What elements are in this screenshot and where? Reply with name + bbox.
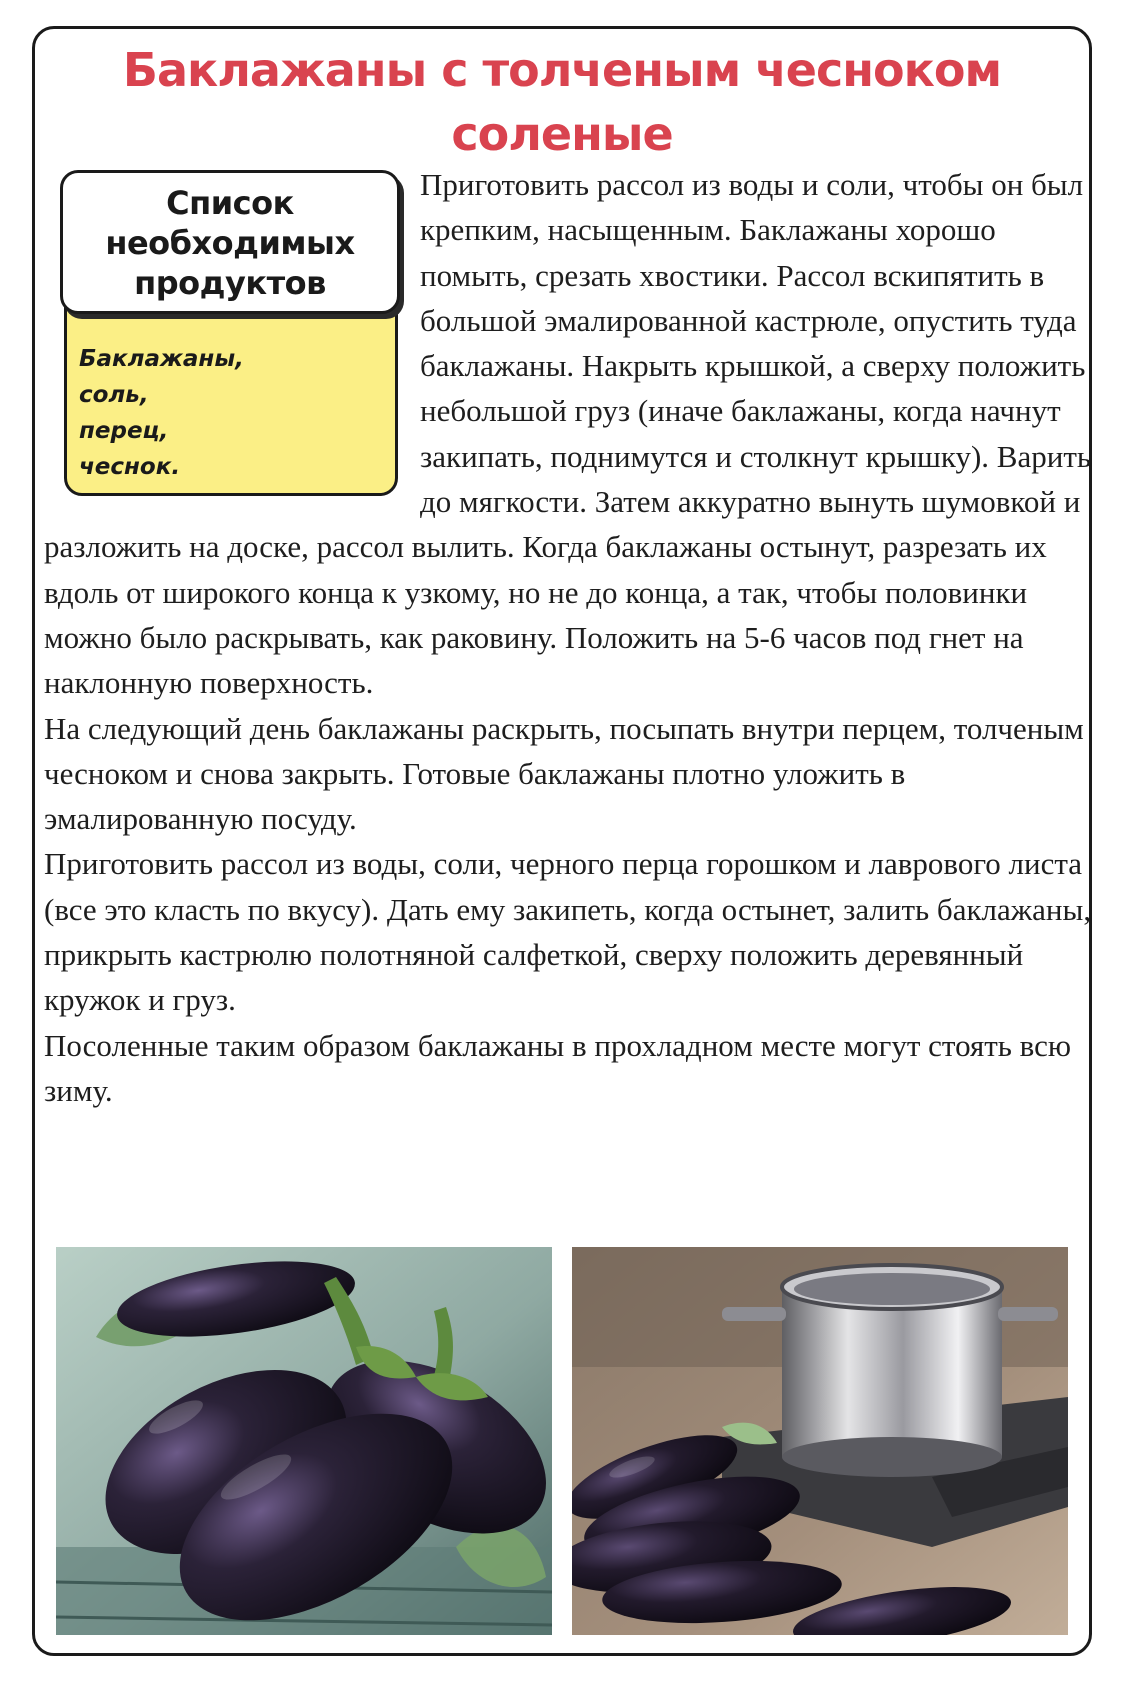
ingredients-header-line: Список (166, 184, 294, 222)
recipe-title-line-2: соленые (451, 107, 673, 161)
recipe-title (0, 38, 1124, 166)
ingredients-header-line: необходимых (105, 224, 355, 262)
ingredient-item: Баклажаны, (79, 346, 244, 372)
ingredients-space (44, 162, 420, 520)
instruction-paragraph: Посоленные таким образом баклажаны в прохладном месте могут стоять всю зиму. (44, 1027, 1072, 1108)
ingredients-header-line: продуктов (134, 264, 326, 302)
instruction-paragraph: На следующий день баклажаны раскрыть, посыпать внутри перцем, толченым чесноком и снова закрыть. Готовые баклажаны плотно уложить в эмалированную посуду. (44, 710, 1084, 837)
instruction-paragraph: Приготовить рассол из воды, соли, черного перца горошком и лаврового листа (все это класть по вкусу). Дать ему закипеть, когда остынет, залить баклажаны, прикрыть кастрюлю полотняной салфеткой, сверху положить деревянный кружок и груз. (44, 846, 1092, 1018)
eggplants-illustration (56, 1247, 552, 1635)
ingredient-item: чеснок. (79, 454, 181, 480)
pot-illustration (572, 1247, 1068, 1635)
recipe-instructions (44, 162, 1094, 1113)
pot-and-eggplants-photo (572, 1247, 1068, 1635)
eggplants-photo (56, 1247, 552, 1635)
instruction-paragraph: Приготовить рассол из воды и соли, чтобы он был крепким, насыщенным. Баклажаны хорошо помыть, срезать хвостики. Рассол вскипятить в большой эмалированной кастрюле, опустить туда баклажаны. Накрыть крышкой, а сверху положить небольшой груз (иначе баклажаны, когда начнут закипать, поднимутся и столкнут крышку). Варить до мягкости. Затем аккуратно вынуть шумовкой и разложить на доске, рассол вылить. Когда баклажаны остынут, разрезать их вдоль от широкого конца к узкому, но не до конца, а так, чтобы половинки можно было раскрывать, как раковину. Положить на 5-6 часов под гнет на наклонную поверхность. (44, 167, 1092, 701)
ingredient-item: перец, (79, 418, 169, 444)
ingredient-item: соль, (79, 382, 149, 408)
recipe-title-line-1: Баклажаны с толченым чесноком (122, 43, 1002, 97)
